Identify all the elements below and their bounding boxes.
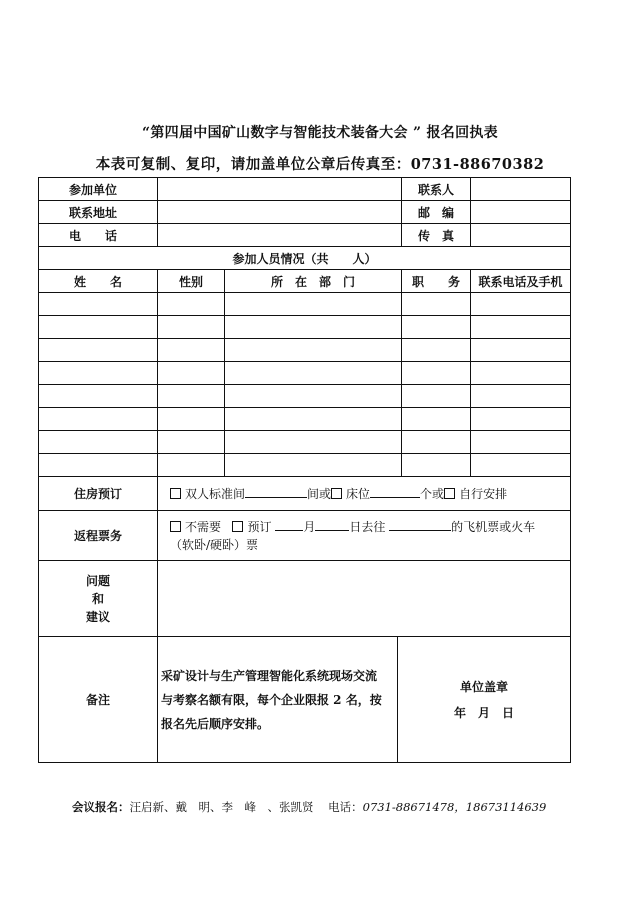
footer-phones: 0731-88671478，18673114639 bbox=[362, 800, 547, 814]
participant-cell[interactable] bbox=[471, 339, 571, 362]
return-destination-blank[interactable] bbox=[389, 520, 451, 531]
return-options bbox=[158, 511, 571, 561]
return-day-blank[interactable] bbox=[315, 520, 349, 531]
return-book-checkbox[interactable] bbox=[232, 521, 243, 532]
seal-date: 年 月 日 bbox=[453, 705, 514, 720]
housing-mid-label: 间或 bbox=[307, 487, 332, 501]
participant-cell[interactable] bbox=[471, 316, 571, 339]
housing-self-label: 自行安排 bbox=[459, 487, 508, 501]
return-book-label: 预订 bbox=[247, 519, 272, 534]
questions-label-line2: 和 bbox=[91, 591, 104, 606]
participant-cell[interactable] bbox=[402, 431, 471, 454]
footer bbox=[72, 799, 546, 815]
participant-cell[interactable] bbox=[225, 362, 402, 385]
participant-cell[interactable] bbox=[225, 385, 402, 408]
housing-mid2-label: 个或 bbox=[420, 487, 445, 501]
unit-field[interactable] bbox=[158, 178, 402, 201]
participant-cell[interactable] bbox=[39, 431, 158, 454]
participants-header: 参加人员情况（共 人） bbox=[39, 247, 571, 270]
participant-cell[interactable] bbox=[402, 454, 471, 477]
participant-cell[interactable] bbox=[158, 293, 225, 316]
table-row bbox=[39, 339, 571, 362]
participant-cell[interactable] bbox=[471, 454, 571, 477]
participant-cell[interactable] bbox=[402, 362, 471, 385]
return-month-label: 月 bbox=[303, 519, 316, 534]
participant-cell[interactable] bbox=[39, 293, 158, 316]
fax-label: 传 真 bbox=[402, 224, 471, 247]
col-name: 姓 名 bbox=[39, 270, 158, 293]
participant-cell[interactable] bbox=[402, 339, 471, 362]
participant-cell[interactable] bbox=[225, 339, 402, 362]
questions-label-line1: 问题 bbox=[85, 573, 110, 588]
participant-cell[interactable] bbox=[225, 454, 402, 477]
contact-field[interactable] bbox=[471, 178, 571, 201]
participant-cell[interactable] bbox=[471, 385, 571, 408]
housing-label: 住房预订 bbox=[39, 477, 158, 511]
table-row bbox=[39, 408, 571, 431]
table-row bbox=[39, 385, 571, 408]
footer-label: 会议报名： bbox=[72, 800, 130, 814]
participant-cell[interactable] bbox=[225, 408, 402, 431]
phone-label: 电 话 bbox=[39, 224, 158, 247]
questions-label-line3: 建议 bbox=[85, 609, 110, 624]
participant-cell[interactable] bbox=[225, 431, 402, 454]
table-row bbox=[39, 293, 571, 316]
participant-cell[interactable] bbox=[158, 454, 225, 477]
col-gender: 性别 bbox=[158, 270, 225, 293]
fax-field[interactable] bbox=[471, 224, 571, 247]
form-subtitle: 本表可复制、复印，请加盖单位公章后传真至：0731-88670382 bbox=[95, 156, 545, 173]
participant-cell[interactable] bbox=[471, 293, 571, 316]
col-position: 职 务 bbox=[402, 270, 471, 293]
participant-cell[interactable] bbox=[158, 408, 225, 431]
participant-cell[interactable] bbox=[39, 362, 158, 385]
housing-bed-label: 床位 bbox=[346, 487, 371, 501]
address-label: 联系地址 bbox=[39, 201, 158, 224]
participant-cell[interactable] bbox=[225, 316, 402, 339]
participant-cell[interactable] bbox=[158, 362, 225, 385]
participant-cell[interactable] bbox=[471, 431, 571, 454]
footer-phone-label: 电话： bbox=[328, 800, 363, 814]
seal-area bbox=[398, 637, 570, 762]
registration-form bbox=[38, 177, 571, 763]
housing-beds-blank[interactable] bbox=[370, 487, 420, 498]
postcode-field[interactable] bbox=[471, 201, 571, 224]
participant-cell[interactable] bbox=[39, 385, 158, 408]
participant-cell[interactable] bbox=[158, 316, 225, 339]
remarks-cell bbox=[158, 637, 571, 763]
participant-cell[interactable] bbox=[402, 316, 471, 339]
participant-cell[interactable] bbox=[225, 293, 402, 316]
table-row bbox=[39, 454, 571, 477]
contact-label: 联系人 bbox=[402, 178, 471, 201]
col-department: 所 在 部 门 bbox=[225, 270, 402, 293]
participant-cell[interactable] bbox=[158, 431, 225, 454]
table-row bbox=[39, 316, 571, 339]
col-phone: 联系电话及手机 bbox=[471, 270, 571, 293]
participant-cell[interactable] bbox=[39, 454, 158, 477]
remarks-label: 备注 bbox=[39, 637, 158, 763]
participant-cell[interactable] bbox=[471, 408, 571, 431]
remarks-line2: 与考察名额有限，每个企业限报 2 名，按 bbox=[161, 692, 382, 707]
remarks-line1: 采矿设计与生产管理智能化系统现场交流 bbox=[161, 668, 378, 683]
participant-cell[interactable] bbox=[39, 408, 158, 431]
housing-bed-checkbox[interactable] bbox=[331, 488, 342, 499]
form-title: “第四届中国矿山数字与智能技术装备大会 ” 报名回执表 bbox=[142, 125, 498, 141]
participant-cell[interactable] bbox=[158, 339, 225, 362]
return-suffix: 的飞机票或火车 bbox=[451, 519, 536, 534]
return-month-blank[interactable] bbox=[275, 520, 303, 531]
participant-cell[interactable] bbox=[158, 385, 225, 408]
footer-names: 汪启新、戴 明、李 峰 、张凯贤 bbox=[129, 800, 314, 814]
participant-cell[interactable] bbox=[471, 362, 571, 385]
participant-cell[interactable] bbox=[39, 316, 158, 339]
return-none-checkbox[interactable] bbox=[170, 521, 181, 532]
address-field[interactable] bbox=[158, 201, 402, 224]
questions-label bbox=[39, 561, 158, 637]
postcode-label: 邮 编 bbox=[402, 201, 471, 224]
housing-self-checkbox[interactable] bbox=[444, 488, 455, 499]
phone-field[interactable] bbox=[158, 224, 402, 247]
participant-cell[interactable] bbox=[402, 293, 471, 316]
participant-cell[interactable] bbox=[402, 385, 471, 408]
participant-cell[interactable] bbox=[402, 408, 471, 431]
unit-label: 参加单位 bbox=[39, 178, 158, 201]
remarks-text bbox=[158, 637, 398, 762]
housing-double-label: 双人标准间 bbox=[185, 487, 246, 501]
return-day-label: 日去往 bbox=[349, 519, 386, 534]
return-none-label: 不需要 bbox=[185, 519, 222, 534]
seal-label: 单位盖章 bbox=[459, 679, 508, 694]
return-label: 返程票务 bbox=[39, 511, 158, 561]
remarks-line3: 报名先后顺序安排。 bbox=[161, 716, 270, 731]
participant-cell[interactable] bbox=[39, 339, 158, 362]
housing-rooms-blank[interactable] bbox=[245, 487, 307, 498]
table-row bbox=[39, 431, 571, 454]
return-line2: （软卧/硬卧）票 bbox=[170, 537, 259, 552]
questions-field[interactable] bbox=[158, 561, 571, 637]
housing-double-checkbox[interactable] bbox=[170, 488, 181, 499]
housing-options bbox=[158, 477, 571, 511]
table-row bbox=[39, 362, 571, 385]
